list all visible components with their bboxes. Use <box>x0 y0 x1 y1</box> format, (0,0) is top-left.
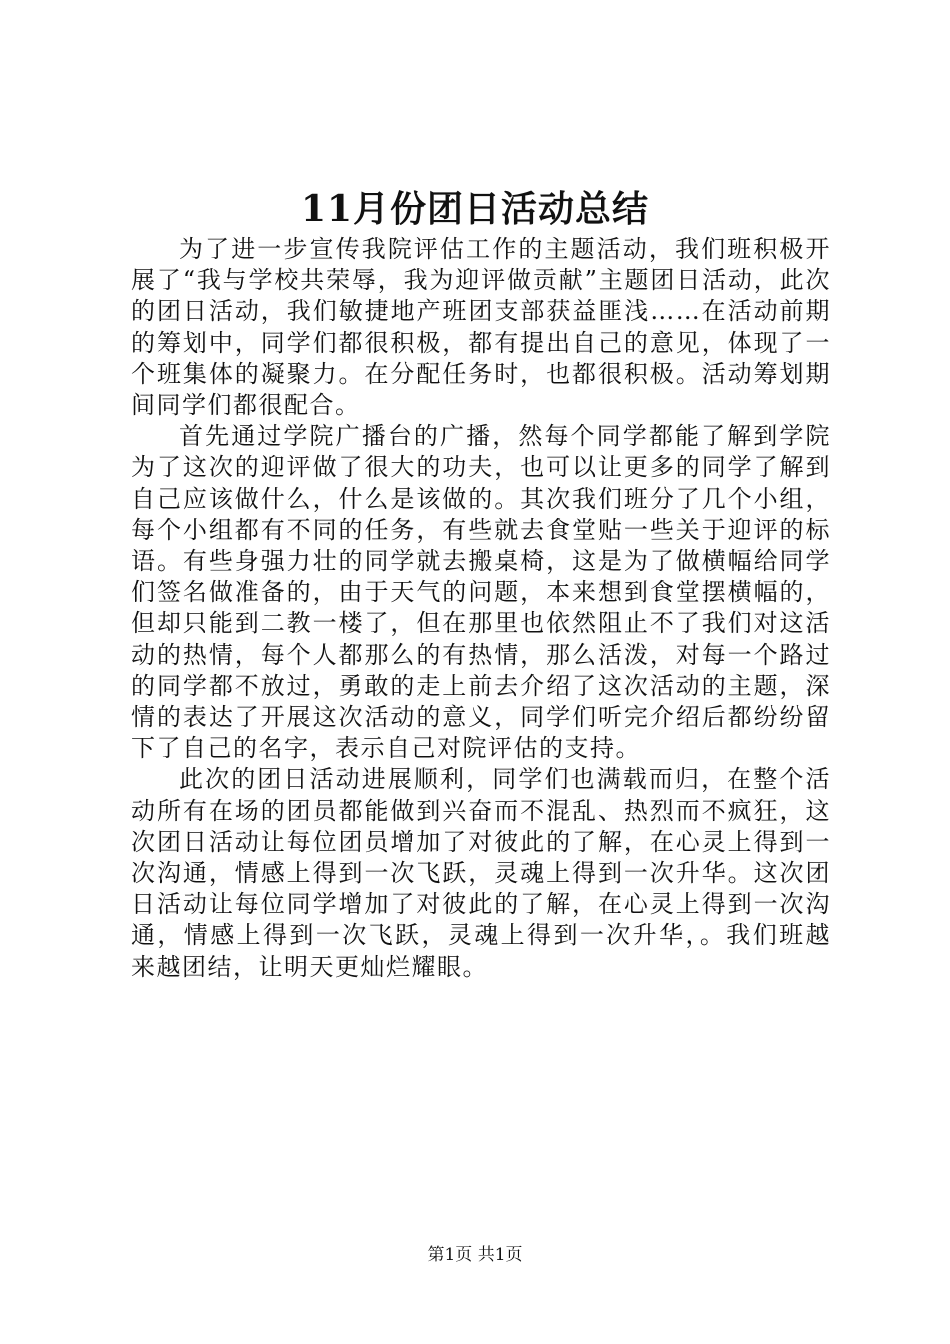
document-body <box>131 234 831 983</box>
page-title: 11月份团日活动总结 <box>300 188 650 230</box>
page-footer: 第1页 共1页 <box>427 1245 523 1265</box>
paragraph-2: 首先通过学院广播台的广播，然每个同学都能了解到学院为了这次的迎评做了很大的功夫，也可以让更多的同学了解到自己应该做什么，什么是该做的。其次我们班分了几个小组，每个小组都有不同的任务，有些就去食堂贴一些关于迎评的标语。有些身强力壮的同学就去搬桌椅，这是为了做横幅给同学们签名做准备的，由于天气的问题，本来想到食堂摆横幅的，但却只能到二教一楼了，但在那里也依然阻止不了我们对这活动的热情，每个人都那么的有热情，那么活泼，对每一个路过的同学都不放过，勇敢的走上前去介绍了这次活动的主题，深情的表达了开展这次活动的意义，同学们听完介绍后都纷纷留下了自己的名字，表示自己对院评估的支持。 <box>131 422 831 763</box>
paragraph-1: 为了进一步宣传我院评估工作的主题活动，我们班积极开展了“我与学校共荣辱，我为迎评做贡献”主题团日活动，此次的团日活动，我们敏捷地产班团支部获益匪浅……在活动前期的筹划中，同学们都很积极，都有提出自己的意见，体现了一个班集体的凝聚力。在分配任务时，也都很积极。活动筹划期间同学们都很配合。 <box>131 235 831 420</box>
paragraph-3: 此次的团日活动进展顺利，同学们也满载而归，在整个活动所有在场的团员都能做到兴奋而不混乱、热烈而不疯狂，这次团日活动让每位团员增加了对彼此的了解，在心灵上得到一次沟通，情感上得到一次飞跃，灵魂上得到一次升华。这次团日活动让每位同学增加了对彼此的了解，在心灵上得到一次沟通，情感上得到一次飞跃，灵魂上得到一次升华，。我们班越来越团结，让明天更灿烂耀眼。 <box>131 765 831 981</box>
